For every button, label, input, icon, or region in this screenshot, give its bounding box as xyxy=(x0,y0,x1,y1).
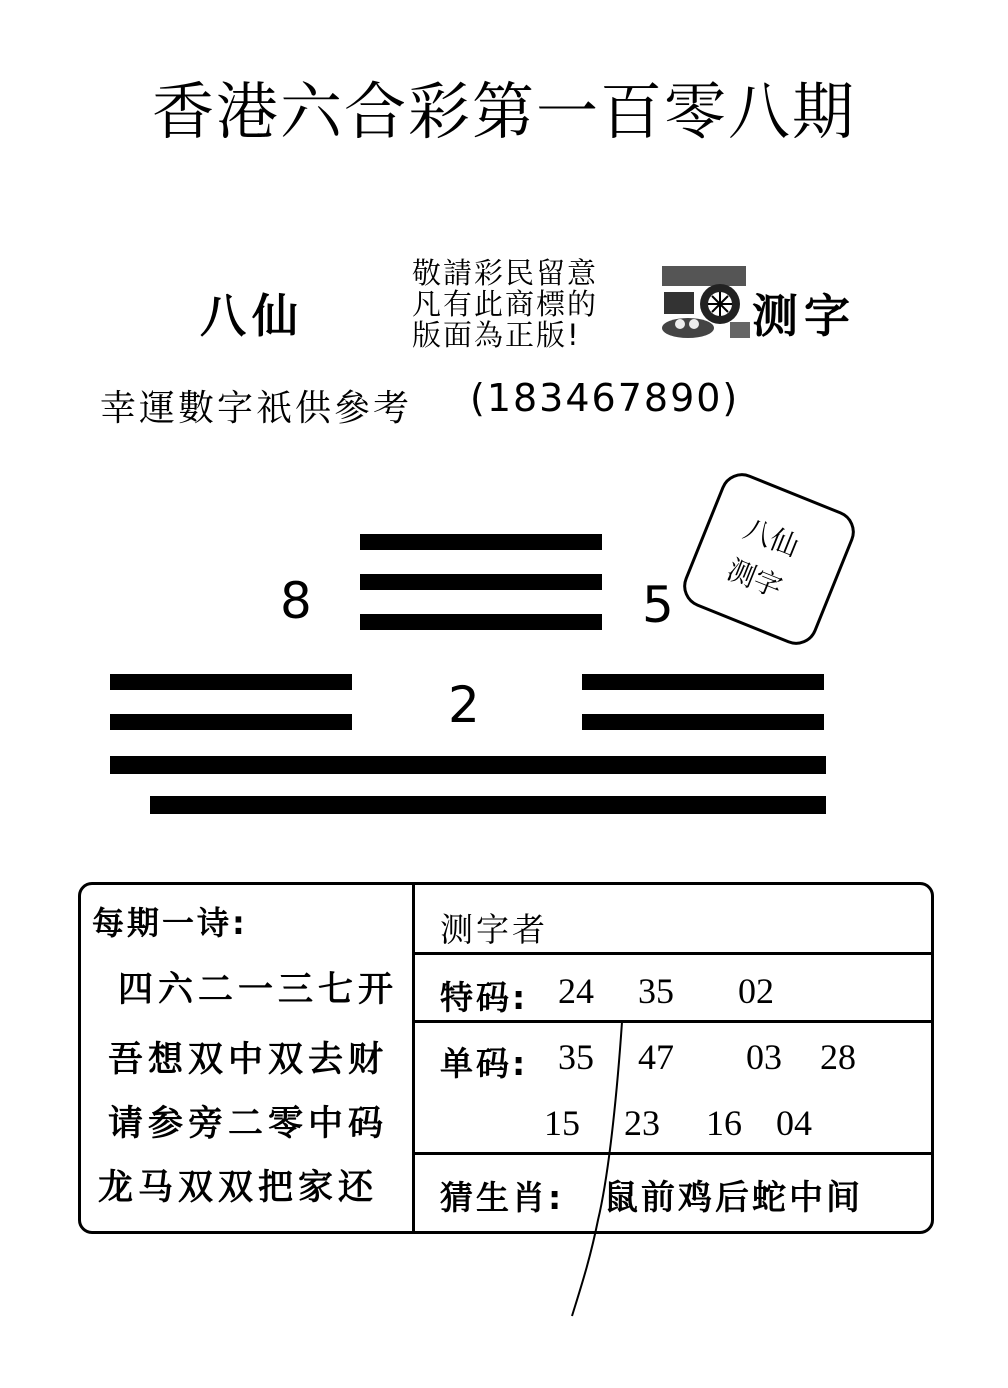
brand-left: 八仙 xyxy=(200,289,304,343)
table-row-divider xyxy=(415,952,931,955)
table-row-divider xyxy=(415,1020,931,1023)
hexagram-bar xyxy=(360,574,602,590)
pen-stroke xyxy=(560,1020,640,1320)
hexagram-bar xyxy=(150,796,826,814)
special-number: 24 xyxy=(558,971,594,1011)
single-number: 04 xyxy=(776,1103,812,1143)
poem-line: 四六二一三七开 xyxy=(118,970,399,1010)
trademark-logo-icon xyxy=(660,262,752,342)
hexagram-bar xyxy=(360,614,602,630)
special-number: 02 xyxy=(738,971,774,1011)
table-row-divider xyxy=(415,1152,931,1155)
poem-line: 吾想双中双去财 xyxy=(108,1040,389,1080)
stamp-line: 测字 xyxy=(722,552,787,605)
hexagram-bar xyxy=(110,674,352,690)
hexagram-right-number: 5 xyxy=(642,576,674,634)
hexagram-bar xyxy=(110,714,352,730)
zodiac-label: 猜生肖: xyxy=(440,1178,565,1217)
single-number: 16 xyxy=(706,1103,742,1143)
notice-block xyxy=(412,258,598,351)
single-number: 28 xyxy=(820,1037,856,1077)
hexagram-bar xyxy=(582,714,824,730)
poem-title: 每期一诗: xyxy=(92,904,248,942)
hexagram-bar xyxy=(360,534,602,550)
zodiac-value: 鼠前鸡后蛇中间 xyxy=(604,1178,863,1218)
notice-line: 版面為正版! xyxy=(412,318,581,352)
special-code-label: 特码: xyxy=(440,978,529,1017)
lucky-numbers-value: (183467890) xyxy=(470,376,740,420)
notice-line: 敬請彩民留意 xyxy=(412,256,599,290)
poem-line: 请参旁二零中码 xyxy=(108,1104,389,1144)
single-number: 15 xyxy=(544,1103,580,1143)
hexagram-bar xyxy=(110,756,826,774)
single-number: 47 xyxy=(638,1037,674,1077)
single-number: 35 xyxy=(558,1037,594,1077)
hexagram-left-number: 8 xyxy=(280,572,312,630)
lucky-numbers-label: 幸運數字祇供參考 xyxy=(100,388,413,429)
single-code-label: 单码: xyxy=(440,1044,529,1083)
stamp-seal xyxy=(677,467,862,652)
hexagram-center-number: 2 xyxy=(448,676,480,734)
single-number: 03 xyxy=(746,1037,782,1077)
stamp-line: 八仙 xyxy=(738,511,804,564)
poem-line: 龙马双双把家还 xyxy=(98,1168,379,1208)
page-title: 香港六合彩第一百零八期 xyxy=(151,75,856,148)
special-number: 35 xyxy=(638,971,674,1011)
notice-line: 凡有此商標的 xyxy=(412,287,599,321)
hexagram-bar xyxy=(582,674,824,690)
brand-right: 测字 xyxy=(752,289,856,343)
table-divider xyxy=(412,882,415,1231)
single-number: 23 xyxy=(624,1103,660,1143)
table-header: 测字者 xyxy=(440,910,548,949)
